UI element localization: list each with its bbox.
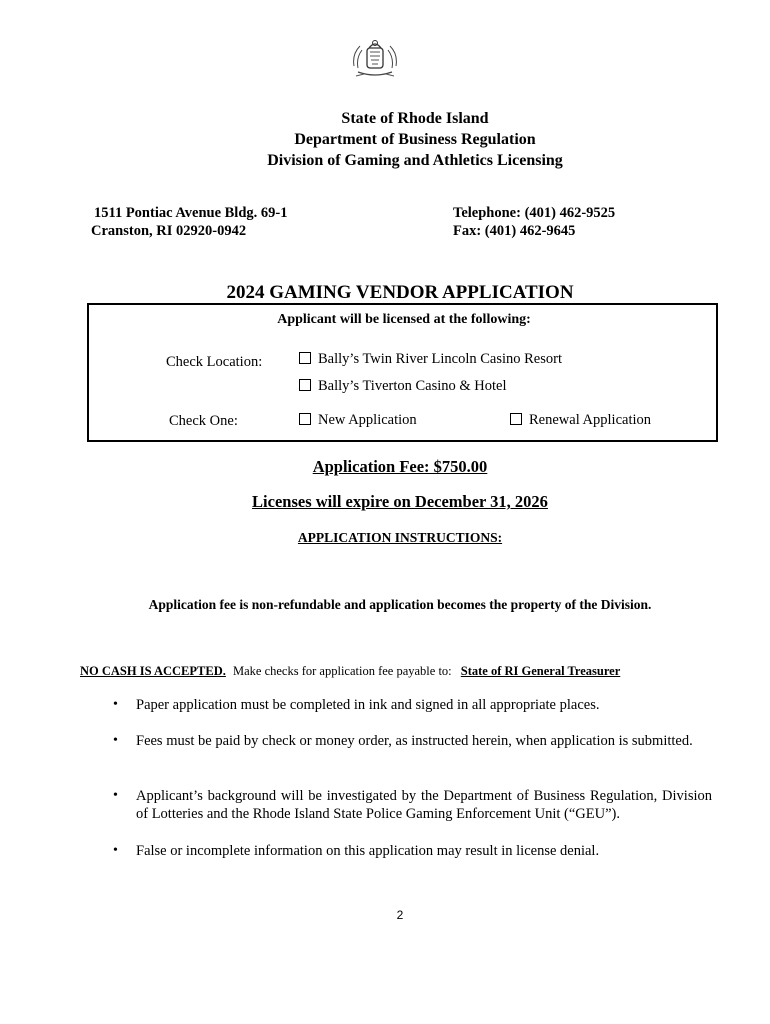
header-state: State of Rhode Island — [341, 110, 489, 127]
application-fee: Application Fee: $750.00 — [312, 457, 488, 476]
type-option-renewal-label: Renewal Application — [529, 412, 652, 428]
payment-line — [80, 664, 620, 679]
instruction-item: False or incomplete information on this application may result in license denial. — [136, 843, 600, 859]
instructions-heading: APPLICATION INSTRUCTIONS: — [297, 530, 503, 545]
no-cash-notice: NO CASH IS ACCEPTED. — [80, 664, 226, 678]
bullet-icon: • — [113, 697, 118, 712]
location-option-tiverton[interactable] — [299, 378, 507, 395]
license-box-heading: Applicant will be licensed at the following: — [277, 312, 531, 327]
location-option-lincoln[interactable] — [299, 351, 562, 368]
type-option-renewal[interactable] — [510, 412, 651, 429]
nonrefundable-notice: Application fee is non-refundable and application becomes the property of the Division. — [148, 597, 652, 612]
checkbox-lincoln[interactable] — [299, 352, 311, 364]
check-location-label: Check Location: — [166, 354, 263, 370]
bullet-icon: • — [113, 733, 118, 748]
header-department: Department of Business Regulation — [294, 131, 536, 148]
bullet-icon: • — [113, 843, 118, 858]
payable-to-text: Make checks for application fee payable to: — [233, 664, 452, 678]
page-number: 2 — [396, 908, 404, 922]
checkbox-tiverton[interactable] — [299, 379, 311, 391]
license-box — [87, 303, 718, 442]
instruction-item: Fees must be paid by check or money order, as instructed herein, when application is submitted. — [136, 733, 693, 749]
page-title: 2024 GAMING VENDOR APPLICATION — [226, 282, 574, 303]
address-street: 1511 Pontiac Avenue Bldg. 69-1 — [94, 205, 288, 221]
instruction-item: Applicant’s background will be investigated by the Department of Business Regulation, Division of Lotteries and the Rhode Island State Police Gaming Enforcement Unit (“GEU”). — [136, 788, 712, 822]
checkbox-new-application[interactable] — [299, 413, 311, 425]
type-option-new-label: New Application — [318, 412, 417, 428]
location-option-tiverton-label: Bally’s Tiverton Casino & Hotel — [318, 378, 507, 394]
header-division: Division of Gaming and Athletics Licensing — [267, 152, 563, 169]
payee-name: State of RI General Treasurer — [460, 664, 621, 678]
address-city: Cranston, RI 02920-0942 — [91, 223, 247, 239]
checkbox-renewal-application[interactable] — [510, 413, 522, 425]
license-expiry: Licenses will expire on December 31, 2026 — [252, 492, 548, 511]
address-fax: Fax: (401) 462-9645 — [453, 223, 576, 239]
type-option-new[interactable] — [299, 412, 417, 429]
check-one-label: Check One: — [169, 413, 238, 429]
location-option-lincoln-label: Bally’s Twin River Lincoln Casino Resort — [318, 351, 562, 367]
address-telephone: Telephone: (401) 462-9525 — [453, 205, 616, 221]
state-seal-icon — [350, 36, 400, 80]
instruction-item: Paper application must be completed in ink and signed in all appropriate places. — [136, 697, 600, 713]
bullet-icon: • — [113, 788, 118, 803]
